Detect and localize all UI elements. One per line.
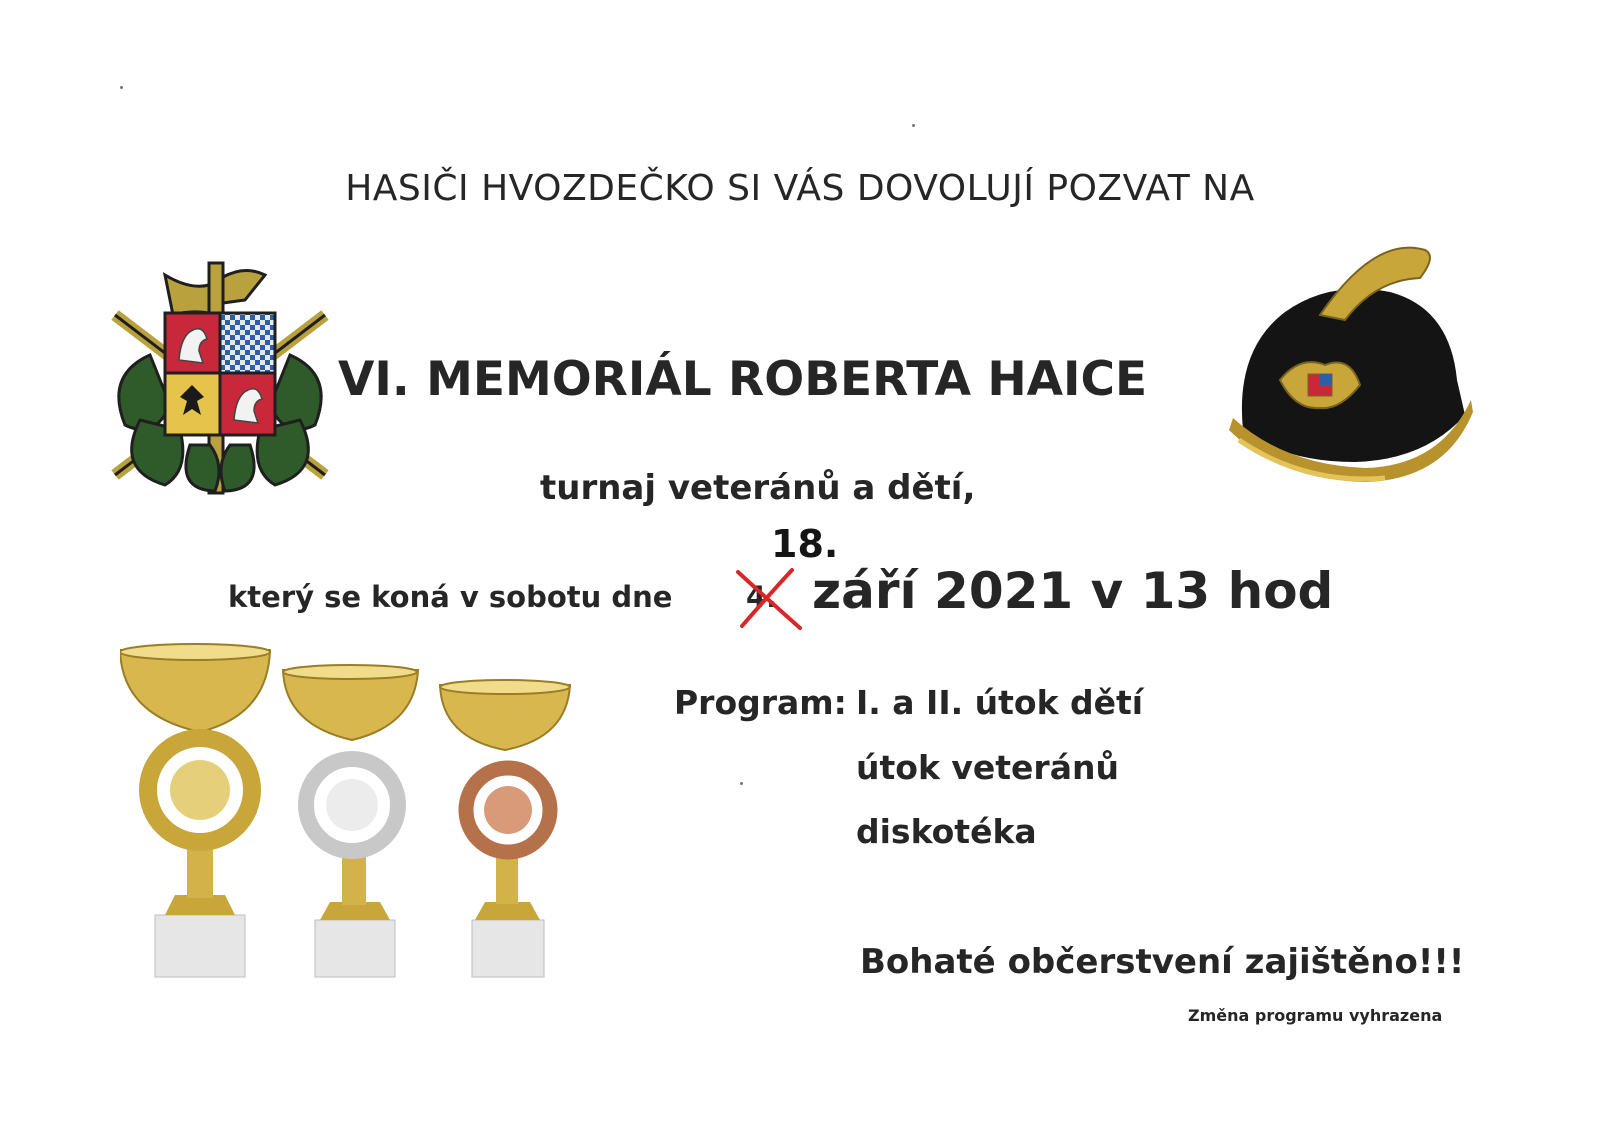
- silver-trophy-icon: [283, 665, 418, 977]
- scan-speck: [120, 86, 123, 89]
- date-prefix: který se koná v sobotu dne: [228, 580, 673, 614]
- date-new: 18.: [771, 522, 839, 566]
- event-title: VI. MEMORIÁL ROBERTA HAICE: [338, 352, 1148, 407]
- event-subtitle: turnaj veteránů a dětí,: [540, 468, 976, 508]
- date-rest: září 2021 v 13 hod: [812, 562, 1334, 620]
- scan-speck: [912, 124, 915, 127]
- change-disclaimer: Změna programu vyhrazena: [1188, 1006, 1443, 1025]
- invitation-headline: HASIČI HVOZDEČKO SI VÁS DOVOLUJÍ POZVAT NA: [345, 168, 1255, 209]
- refreshment-note: Bohaté občerstvení zajištěno!!!: [860, 942, 1465, 982]
- program-item: I. a II. útok dětí: [856, 683, 1144, 722]
- scan-speck: [740, 782, 743, 785]
- program-item: diskotéka: [856, 812, 1037, 851]
- strike-through-icon: [734, 566, 804, 632]
- program-label: Program:: [674, 683, 847, 722]
- bronze-trophy-icon: [440, 680, 570, 977]
- date-old-struck: 4.: [746, 580, 778, 614]
- firefighter-emblem-icon: [95, 255, 345, 495]
- program-item: útok veteránů: [856, 748, 1119, 787]
- gold-trophy-icon: [120, 644, 270, 977]
- firefighter-helmet-icon: [1225, 240, 1475, 485]
- trophies-image: [120, 640, 580, 985]
